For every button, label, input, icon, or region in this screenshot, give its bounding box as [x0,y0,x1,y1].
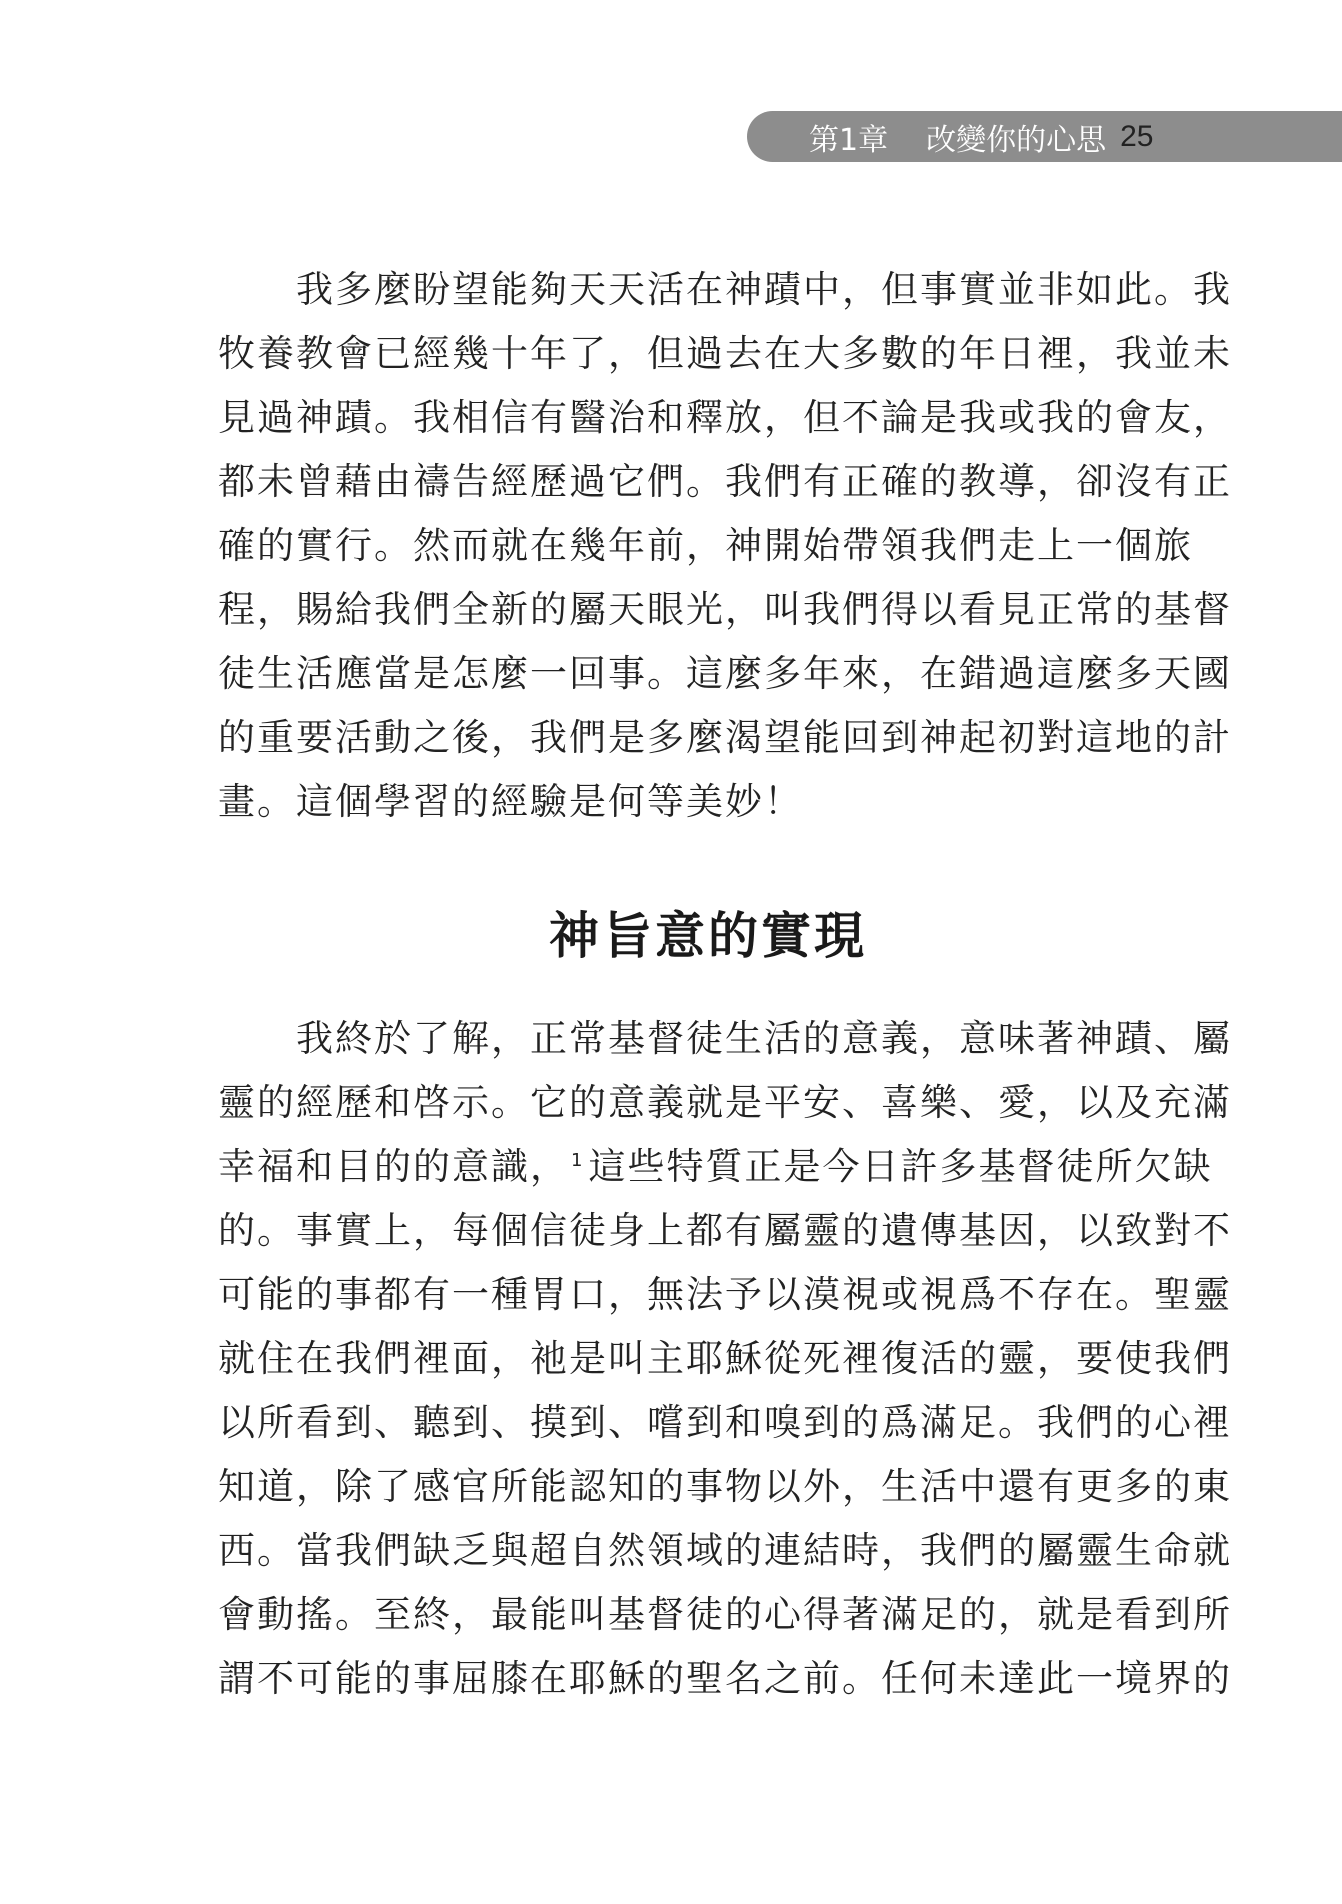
chapter-label: 第1章 [809,122,889,158]
text-segment: 幸福和目的的意識， [218,1145,569,1188]
text-line: 牧養教會已經幾十年了，但過去在大多數的年日裡，我並未 [218,332,1232,375]
text-line: 見過神蹟。我相信有醫治和釋放，但不論是我或我的會友， [218,396,1232,439]
paragraph-1 [218,258,1232,834]
text-line: 的重要活動之後，我們是多麼渴望能回到神起初對這地的計 [218,716,1232,759]
text-line: 謂不可能的事屈膝在耶穌的聖名之前。任何未達此一境界的 [218,1657,1232,1700]
text-line: 徒生活應當是怎麼一回事。這麼多年來，在錯過這麼多天國 [218,652,1232,695]
paragraph-2 [218,1007,1232,1711]
text-line: 會動搖。至終，最能叫基督徒的心得著滿足的，就是看到所 [218,1593,1232,1636]
text-line: 靈的經歷和啓示。它的意義就是平安、喜樂、愛，以及充滿 [218,1081,1232,1124]
text-line: 西。當我們缺乏與超自然領域的連結時，我們的屬靈生命就 [218,1529,1232,1572]
text-line: 確的實行。然而就在幾年前，神開始帶領我們走上一個旅 [218,524,1193,567]
text-line: 我終於了解，正常基督徒生活的意義，意味著神蹟、屬 [296,1017,1232,1060]
text-line: 可能的事都有一種胃口，無法予以漠視或視爲不存在。聖靈 [218,1273,1232,1316]
text-line: 都未曾藉由禱告經歷過它們。我們有正確的教導，卻沒有正 [218,460,1232,503]
text-line: 就住在我們裡面，祂是叫主耶穌從死裡復活的靈，要使我們 [218,1337,1232,1380]
text-line: 我多麼盼望能夠天天活在神蹟中，但事實並非如此。我 [296,268,1232,311]
text-line-with-footnote [218,1135,1213,1199]
text-line: 知道，除了感官所能認知的事物以外，生活中還有更多的東 [218,1465,1232,1508]
chapter-title: 改變你的心思 [926,122,1107,158]
section-heading: 神旨意的實現 [549,907,867,965]
footnote-marker: 1 [571,1149,583,1171]
text-line: 畫。這個學習的經驗是何等美妙！ [218,780,803,823]
page-number: 25 [1120,119,1154,153]
text-segment: 這些特質正是今日許多基督徒所欠缺 [588,1145,1213,1188]
text-line: 的。事實上，每個信徒身上都有屬靈的遺傳基因，以致對不 [218,1209,1232,1252]
text-line: 程，賜給我們全新的屬天眼光，叫我們得以看見正常的基督 [218,588,1232,631]
text-line: 以所看到、聽到、摸到、嚐到和嗅到的爲滿足。我們的心裡 [218,1401,1232,1444]
running-header [747,111,1342,162]
